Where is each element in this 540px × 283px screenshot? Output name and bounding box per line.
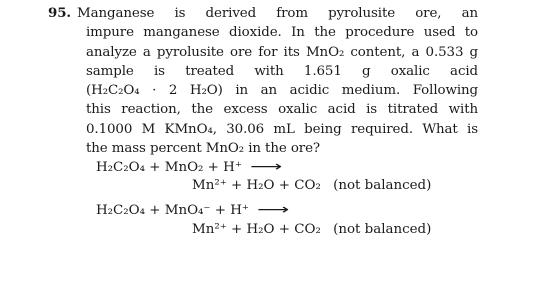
problem-line-6: this reaction, the excess oxalic acid is titrated with — [86, 102, 478, 118]
equation-2-products: Mn²⁺ + H₂O + CO₂ — [192, 222, 321, 237]
reaction-arrow-icon: ⟶ — [257, 202, 290, 218]
equation-1-products-row — [192, 178, 431, 193]
problem-number: 95. — [48, 5, 71, 21]
equation-2-products-row — [192, 222, 431, 237]
equation-2-reactants-row — [96, 202, 290, 218]
problem-line-8: the mass percent MnO₂ in the ore? — [86, 141, 321, 157]
equation-1-note: (not balanced) — [333, 178, 432, 193]
equation-1-reactants: H₂C₂O₄ + MnO₂ + H⁺ — [96, 160, 242, 175]
problem-line-7: 0.1000 M KMnO₄, 30.06 mL being required. What is — [86, 121, 478, 137]
equation-2-reactants: H₂C₂O₄ + MnO₄⁻ + H⁺ — [96, 203, 249, 218]
problem-line-3: analyze a pyrolusite ore for its MnO₂ content, a 0.533 g — [86, 44, 478, 60]
equation-2-note: (not balanced) — [333, 222, 432, 237]
problem-line-2: impure manganese dioxide. In the procedure used to — [86, 25, 478, 41]
reaction-arrow-icon: ⟶ — [250, 159, 283, 175]
problem-text — [48, 4, 478, 158]
problem-line-4: sample is treated with 1.651 g oxalic acid — [86, 63, 478, 79]
equation-1-reactants-row — [96, 159, 283, 175]
equation-1-products: Mn²⁺ + H₂O + CO₂ — [192, 178, 321, 193]
problem-line-5: (H₂C₂O₄ · 2 H₂O) in an acidic medium. Following — [86, 83, 478, 99]
problem-line-1: 95. Manganese is derived from pyrolusite ore, an — [48, 5, 478, 21]
